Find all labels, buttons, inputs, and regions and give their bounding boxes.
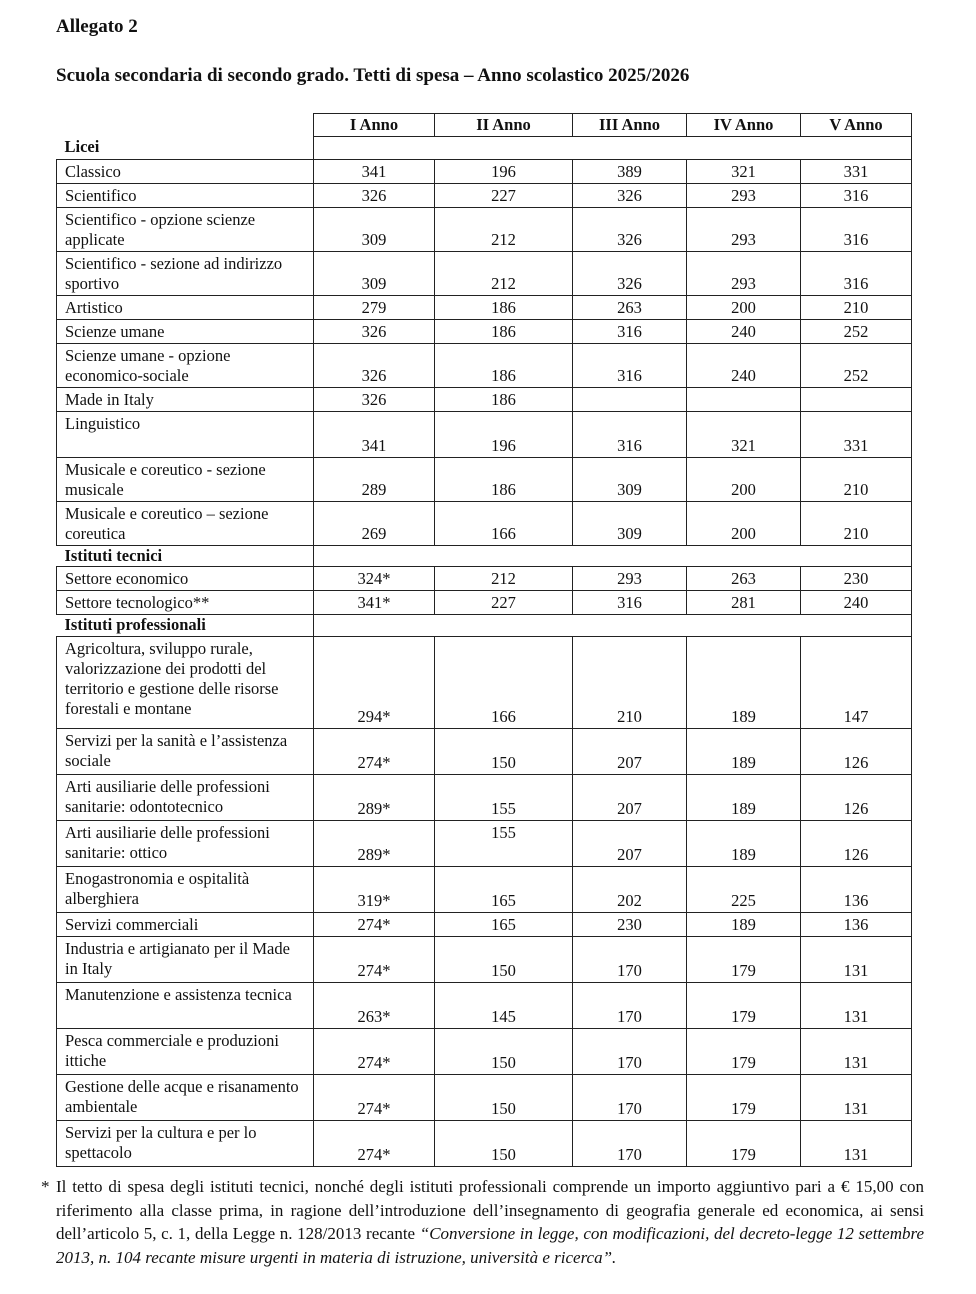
- row-label: Musicale e coreutico – sezione coreutica: [57, 502, 314, 546]
- value-cell: 179: [687, 1075, 801, 1121]
- value-cell: 263: [573, 296, 687, 320]
- value-cell: 170: [573, 1121, 687, 1167]
- value-cell: 326: [314, 344, 435, 388]
- row-label: Made in Italy: [57, 388, 314, 412]
- value-cell: 316: [573, 591, 687, 615]
- header-row: [57, 114, 912, 137]
- value-cell: 293: [573, 567, 687, 591]
- value-cell: 230: [801, 567, 912, 591]
- value-cell: 131: [801, 1029, 912, 1075]
- row-label: Scientifico: [57, 184, 314, 208]
- value-cell: 202: [573, 867, 687, 913]
- value-cell: 189: [687, 637, 801, 729]
- value-cell: 293: [687, 184, 801, 208]
- value-cell: [687, 388, 801, 412]
- value-cell: 210: [573, 637, 687, 729]
- value-cell: 289: [314, 458, 435, 502]
- row-label: Servizi per la cultura e per lo spettacolo: [57, 1121, 314, 1167]
- table-row: [57, 567, 912, 591]
- value-cell: 170: [573, 983, 687, 1029]
- section-title: Licei: [57, 137, 314, 160]
- value-cell: 326: [573, 208, 687, 252]
- table-row: [57, 160, 912, 184]
- value-cell: 252: [801, 344, 912, 388]
- row-label: Pesca commerciale e produzioni ittiche: [57, 1029, 314, 1075]
- value-cell: 189: [687, 775, 801, 821]
- row-label: Servizi commerciali: [57, 913, 314, 937]
- value-cell: 212: [435, 252, 573, 296]
- value-cell: 207: [573, 821, 687, 867]
- value-cell: 321: [687, 160, 801, 184]
- value-cell: 227: [435, 184, 573, 208]
- row-label: Musicale e coreutico - sezione musicale: [57, 458, 314, 502]
- row-label: Linguistico: [57, 412, 314, 458]
- page-title: Scuola secondaria di secondo grado. Tetti di spesa – Anno scolastico 2025/2026: [56, 65, 690, 86]
- table-row: [57, 1075, 912, 1121]
- value-cell: 207: [573, 729, 687, 775]
- value-cell: 227: [435, 591, 573, 615]
- value-cell: 316: [801, 208, 912, 252]
- spending-table: [56, 113, 912, 1167]
- value-cell: 289*: [314, 821, 435, 867]
- allegato-heading: Allegato 2: [56, 16, 138, 37]
- value-cell: 155: [435, 821, 573, 867]
- header-cell: I Anno: [314, 114, 435, 137]
- value-cell: 210: [801, 458, 912, 502]
- value-cell: 309: [314, 252, 435, 296]
- value-cell: 131: [801, 1121, 912, 1167]
- row-label: Scientifico - sezione ad indirizzo sportivo: [57, 252, 314, 296]
- value-cell: 326: [314, 320, 435, 344]
- table-row: [57, 729, 912, 775]
- value-cell: 331: [801, 412, 912, 458]
- value-cell: 147: [801, 637, 912, 729]
- header-corner: [57, 114, 314, 137]
- table-row: [57, 208, 912, 252]
- value-cell: 179: [687, 1121, 801, 1167]
- row-label: Gestione delle acque e risanamento ambientale: [57, 1075, 314, 1121]
- header-cell: II Anno: [435, 114, 573, 137]
- value-cell: 289*: [314, 775, 435, 821]
- table-row: [57, 867, 912, 913]
- value-cell: 309: [573, 458, 687, 502]
- value-cell: 186: [435, 458, 573, 502]
- row-label: Classico: [57, 160, 314, 184]
- value-cell: 212: [435, 567, 573, 591]
- section-title: Istituti professionali: [57, 615, 314, 637]
- value-cell: 150: [435, 729, 573, 775]
- value-cell: 179: [687, 983, 801, 1029]
- value-cell: 150: [435, 1075, 573, 1121]
- row-label: Arti ausiliarie delle professioni sanitarie: odontotecnico: [57, 775, 314, 821]
- footnote-text: Il tetto di spesa degli istituti tecnici, nonché degli istituti professionali comprende un importo aggiuntivo pari a € 15,00 con riferimento alla classe prima, in ragione dell’introduzione dell’insegnamento di geografia generale ed economica, ai sensi dell’articolo 5, c. 1, della Legge n. 128/2013 recante: [56, 1177, 924, 1243]
- value-cell: 170: [573, 937, 687, 983]
- value-cell: 179: [687, 1029, 801, 1075]
- value-cell: [801, 388, 912, 412]
- value-cell: 274*: [314, 913, 435, 937]
- value-cell: 225: [687, 867, 801, 913]
- value-cell: 326: [573, 184, 687, 208]
- value-cell: 126: [801, 775, 912, 821]
- footnote: [41, 1175, 924, 1269]
- header-cell: IV Anno: [687, 114, 801, 137]
- value-cell: 210: [801, 296, 912, 320]
- value-cell: 166: [435, 502, 573, 546]
- section-row: [57, 546, 912, 567]
- value-cell: 166: [435, 637, 573, 729]
- row-label: Arti ausiliarie delle professioni sanitarie: ottico: [57, 821, 314, 867]
- section-empty-cell: [314, 137, 912, 160]
- value-cell: 207: [573, 775, 687, 821]
- table-row: [57, 296, 912, 320]
- value-cell: 316: [573, 344, 687, 388]
- value-cell: 200: [687, 296, 801, 320]
- value-cell: 263: [687, 567, 801, 591]
- value-cell: 316: [801, 252, 912, 296]
- value-cell: 200: [687, 458, 801, 502]
- value-cell: 274*: [314, 937, 435, 983]
- value-cell: 252: [801, 320, 912, 344]
- section-row: [57, 615, 912, 637]
- value-cell: 321: [687, 412, 801, 458]
- value-cell: 309: [314, 208, 435, 252]
- value-cell: 316: [801, 184, 912, 208]
- row-label: Artistico: [57, 296, 314, 320]
- value-cell: 341: [314, 412, 435, 458]
- value-cell: 136: [801, 867, 912, 913]
- value-cell: 170: [573, 1029, 687, 1075]
- value-cell: 131: [801, 983, 912, 1029]
- section-title: Istituti tecnici: [57, 546, 314, 567]
- value-cell: 126: [801, 729, 912, 775]
- row-label: Scientifico - opzione scienze applicate: [57, 208, 314, 252]
- header-cell: V Anno: [801, 114, 912, 137]
- value-cell: 186: [435, 344, 573, 388]
- value-cell: 316: [573, 412, 687, 458]
- value-cell: 189: [687, 821, 801, 867]
- table-row: [57, 983, 912, 1029]
- row-label: Manutenzione e assistenza tecnica: [57, 983, 314, 1029]
- value-cell: 230: [573, 913, 687, 937]
- table-row: [57, 320, 912, 344]
- row-label: Industria e artigianato per il Made in Italy: [57, 937, 314, 983]
- value-cell: 186: [435, 320, 573, 344]
- value-cell: 196: [435, 160, 573, 184]
- value-cell: 189: [687, 913, 801, 937]
- footnote-marker: *: [41, 1177, 50, 1196]
- value-cell: 274*: [314, 1121, 435, 1167]
- value-cell: 269: [314, 502, 435, 546]
- value-cell: 326: [314, 184, 435, 208]
- value-cell: 212: [435, 208, 573, 252]
- value-cell: 150: [435, 937, 573, 983]
- value-cell: 293: [687, 252, 801, 296]
- row-label: Scienze umane: [57, 320, 314, 344]
- value-cell: 165: [435, 913, 573, 937]
- section-empty-cell: [314, 615, 912, 637]
- table-row: [57, 1029, 912, 1075]
- table-row: [57, 637, 912, 729]
- value-cell: 326: [314, 388, 435, 412]
- value-cell: 131: [801, 937, 912, 983]
- value-cell: 170: [573, 1075, 687, 1121]
- value-cell: 200: [687, 502, 801, 546]
- value-cell: 319*: [314, 867, 435, 913]
- table-row: [57, 821, 912, 867]
- value-cell: 165: [435, 867, 573, 913]
- table-row: [57, 252, 912, 296]
- value-cell: 279: [314, 296, 435, 320]
- value-cell: 309: [573, 502, 687, 546]
- row-label: Settore economico: [57, 567, 314, 591]
- value-cell: 331: [801, 160, 912, 184]
- section-row: [57, 137, 912, 160]
- row-label: Settore tecnologico**: [57, 591, 314, 615]
- value-cell: 281: [687, 591, 801, 615]
- table-row: [57, 412, 912, 458]
- row-label: Servizi per la sanità e l’assistenza sociale: [57, 729, 314, 775]
- value-cell: 210: [801, 502, 912, 546]
- value-cell: 240: [687, 320, 801, 344]
- value-cell: 293: [687, 208, 801, 252]
- table-row: [57, 937, 912, 983]
- footnote-citation: “Conversione in legge, con modificazioni, del decreto-legge 12 settembre 2013, n. 104 recante misure urgenti in materia di istruzione, università e ricerca”.: [56, 1224, 924, 1267]
- row-label: Scienze umane - opzione economico-sociale: [57, 344, 314, 388]
- value-cell: 326: [573, 252, 687, 296]
- value-cell: 150: [435, 1029, 573, 1075]
- table-row: [57, 913, 912, 937]
- value-cell: 324*: [314, 567, 435, 591]
- value-cell: 155: [435, 775, 573, 821]
- value-cell: 131: [801, 1075, 912, 1121]
- value-cell: 274*: [314, 729, 435, 775]
- value-cell: 263*: [314, 983, 435, 1029]
- value-cell: 150: [435, 1121, 573, 1167]
- value-cell: 294*: [314, 637, 435, 729]
- value-cell: 274*: [314, 1029, 435, 1075]
- value-cell: 136: [801, 913, 912, 937]
- header-cell: III Anno: [573, 114, 687, 137]
- table-row: [57, 591, 912, 615]
- value-cell: 341*: [314, 591, 435, 615]
- table-row: [57, 344, 912, 388]
- value-cell: 274*: [314, 1075, 435, 1121]
- table-row: [57, 775, 912, 821]
- section-empty-cell: [314, 546, 912, 567]
- table-row: [57, 388, 912, 412]
- table-row: [57, 184, 912, 208]
- value-cell: 240: [687, 344, 801, 388]
- value-cell: 126: [801, 821, 912, 867]
- value-cell: 389: [573, 160, 687, 184]
- value-cell: 189: [687, 729, 801, 775]
- value-cell: [573, 388, 687, 412]
- row-label: Agricoltura, sviluppo rurale, valorizzazione dei prodotti del territorio e gestione delle risorse forestali e montane: [57, 637, 314, 729]
- value-cell: 179: [687, 937, 801, 983]
- value-cell: 341: [314, 160, 435, 184]
- table-row: [57, 458, 912, 502]
- table-row: [57, 1121, 912, 1167]
- value-cell: 240: [801, 591, 912, 615]
- row-label: Enogastronomia e ospitalità alberghiera: [57, 867, 314, 913]
- value-cell: 186: [435, 296, 573, 320]
- value-cell: 316: [573, 320, 687, 344]
- value-cell: 186: [435, 388, 573, 412]
- table-row: [57, 502, 912, 546]
- value-cell: 196: [435, 412, 573, 458]
- value-cell: 145: [435, 983, 573, 1029]
